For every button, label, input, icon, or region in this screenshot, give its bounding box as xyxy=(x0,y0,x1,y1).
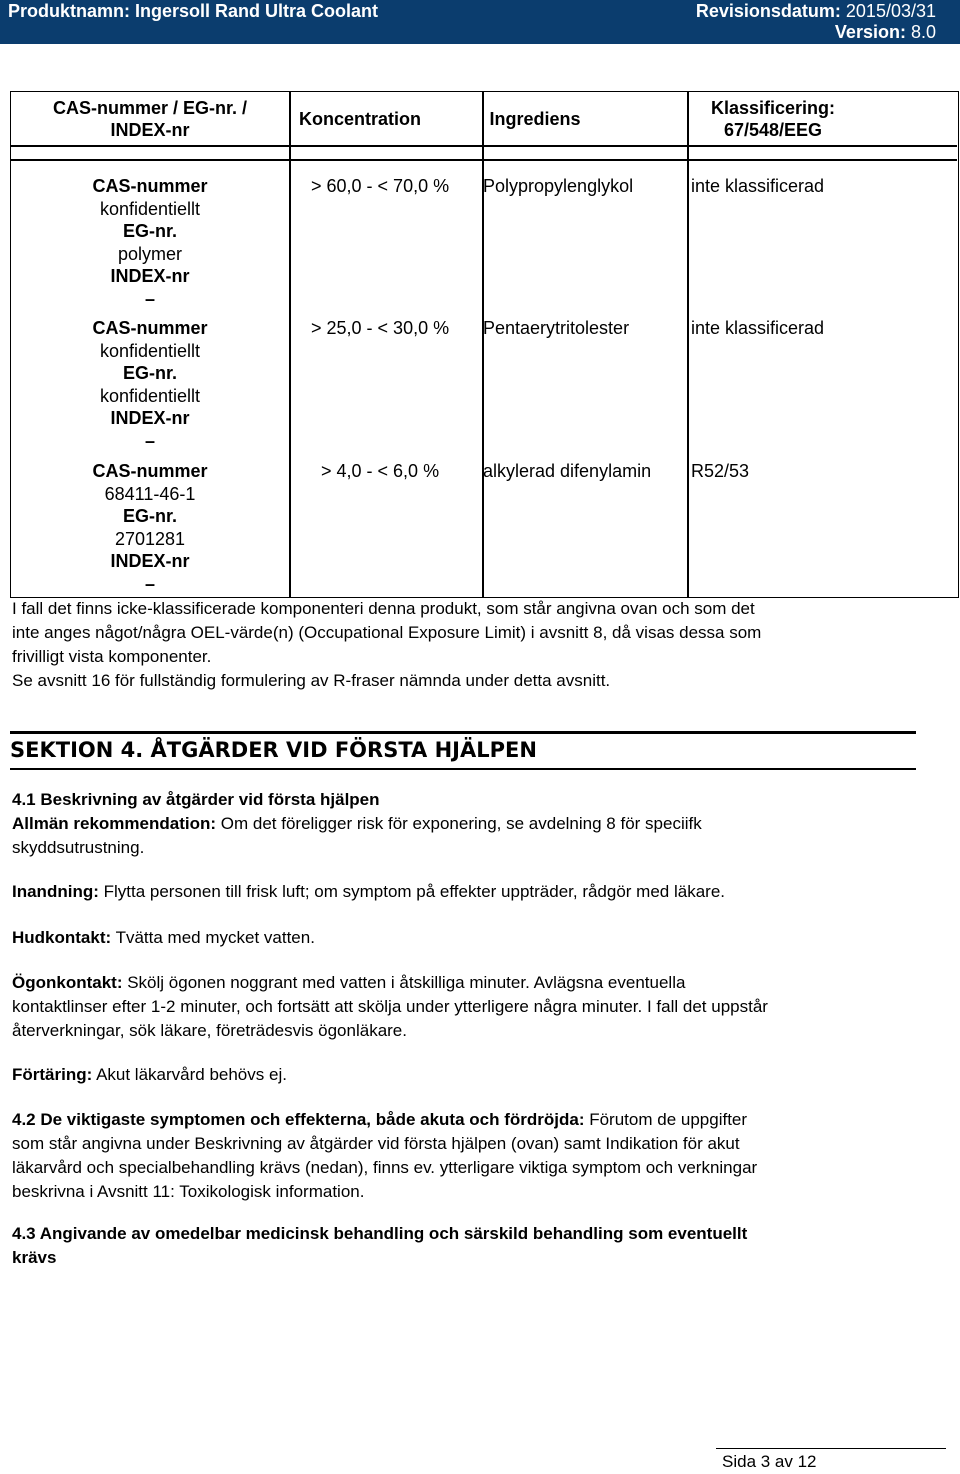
inhalation-text: Inandning: Flytta personen till frisk luft; om symptom på effekter uppträder, rådgör med läkare. xyxy=(12,882,726,901)
table-divider xyxy=(289,92,291,597)
page-number: Sida 3 av 12 xyxy=(722,1452,817,1471)
table-row-1-ingredient: Polypropylenglykol xyxy=(483,176,634,196)
composition-table xyxy=(10,91,959,598)
section-4-2: 4.2 De viktigaste symptomen och effekterna, både akuta och fördröjda: Förutom de uppgifter som står angivna under Beskrivning av åtgärder vid första hjälpen (ovan) samt Indikation för akut läkarvård och specialbehandling krävs (nedan), finns ev. ytterligare viktiga symptom och verkningar beskrivna i Avsnitt 11: Toxikologisk information. xyxy=(12,1110,758,1201)
header-concentration: Koncentration xyxy=(299,109,422,129)
table-row-3-ingredient: alkylerad difenylamin xyxy=(483,461,652,481)
section-4-1: 4.1 Beskrivning av åtgärder vid första hjälpen Allmän rekommendation: Om det föreligger risk för exponering, se avdelning 8 för speciifk skyddsutrustning. xyxy=(12,790,702,857)
revision-date: Revisionsdatum: 2015/03/31 xyxy=(695,1,936,21)
eye-contact-text: Ögonkontakt: Skölj ögonen noggrant med vatten i åtskilliga minuter. Avlägsna eventuella kontaktlinser efter 1-2 minuter, och fortsätt att skölja under ytterligere några minuter. I fall det uppstår återverkningar, sök läkare, företrädesvis ögonläkare. xyxy=(12,973,768,1040)
table-row-1-concentration: > 60,0 - < 70,0 % xyxy=(311,176,450,196)
table-header-rule xyxy=(11,145,957,147)
table-row-1-classification: inte klassificerad xyxy=(691,176,825,196)
table-row-3-concentration: > 4,0 - < 6,0 % xyxy=(321,461,440,481)
table-row-2-ingredient: Pentaerytritolester xyxy=(483,318,630,338)
header-ingredient: Ingrediens xyxy=(489,109,581,129)
section-title: SEKTION 4. ÅTGÄRDER VID FÖRSTA HJÄLPEN xyxy=(10,738,537,762)
table-row-2-classification: inte klassificerad xyxy=(691,318,825,338)
table-row-3-classification: R52/53 xyxy=(691,461,750,481)
table-header-rule xyxy=(11,159,957,161)
composition-notes: I fall det finns icke-klassificerade komponenteri denna produkt, som står angivna ovan och som det inte anges något/några OEL-värde(n) (Occupational Exposure Limit) i avsnitt 8, då visas dessa som frivilligt vista komponenter. Se avsnitt 16 för fullständig formulering av R-fraser nämnda under detta avsnitt. xyxy=(12,599,762,690)
table-divider xyxy=(482,92,484,597)
product-name: Produktnamn: Ingersoll Rand Ultra Coolant xyxy=(8,1,379,21)
document-header xyxy=(0,0,960,44)
section-rule xyxy=(10,731,916,734)
table-row-2-concentration: > 25,0 - < 30,0 % xyxy=(311,318,450,338)
ingestion-text: Förtäring: Akut läkarvård behövs ej. xyxy=(12,1065,287,1084)
table-row-1-cas: CAS-nummer konfidentiellt EG-nr. polymer INDEX-nr – xyxy=(92,176,208,309)
table-divider xyxy=(687,92,689,597)
skin-contact-text: Hudkontakt: Tvätta med mycket vatten. xyxy=(12,928,315,947)
table-row-2-cas: CAS-nummer konfidentiellt EG-nr. konfidentiellt INDEX-nr – xyxy=(92,318,208,451)
header-cas: CAS-nummer / EG-nr. / INDEX-nr xyxy=(52,98,248,140)
header-classification: Klassificering: 67/548/EEG xyxy=(710,98,836,140)
section-4-3: 4.3 Angivande av omedelbar medicinsk behandling och särskild behandling som eventuellt krävs xyxy=(12,1224,748,1267)
version: Version: 8.0 xyxy=(834,22,936,42)
table-row-3-cas: CAS-nummer 68411-46-1 EG-nr. 2701281 INDEX-nr – xyxy=(92,461,208,594)
footer-rule xyxy=(716,1448,946,1449)
section-rule xyxy=(10,768,916,770)
